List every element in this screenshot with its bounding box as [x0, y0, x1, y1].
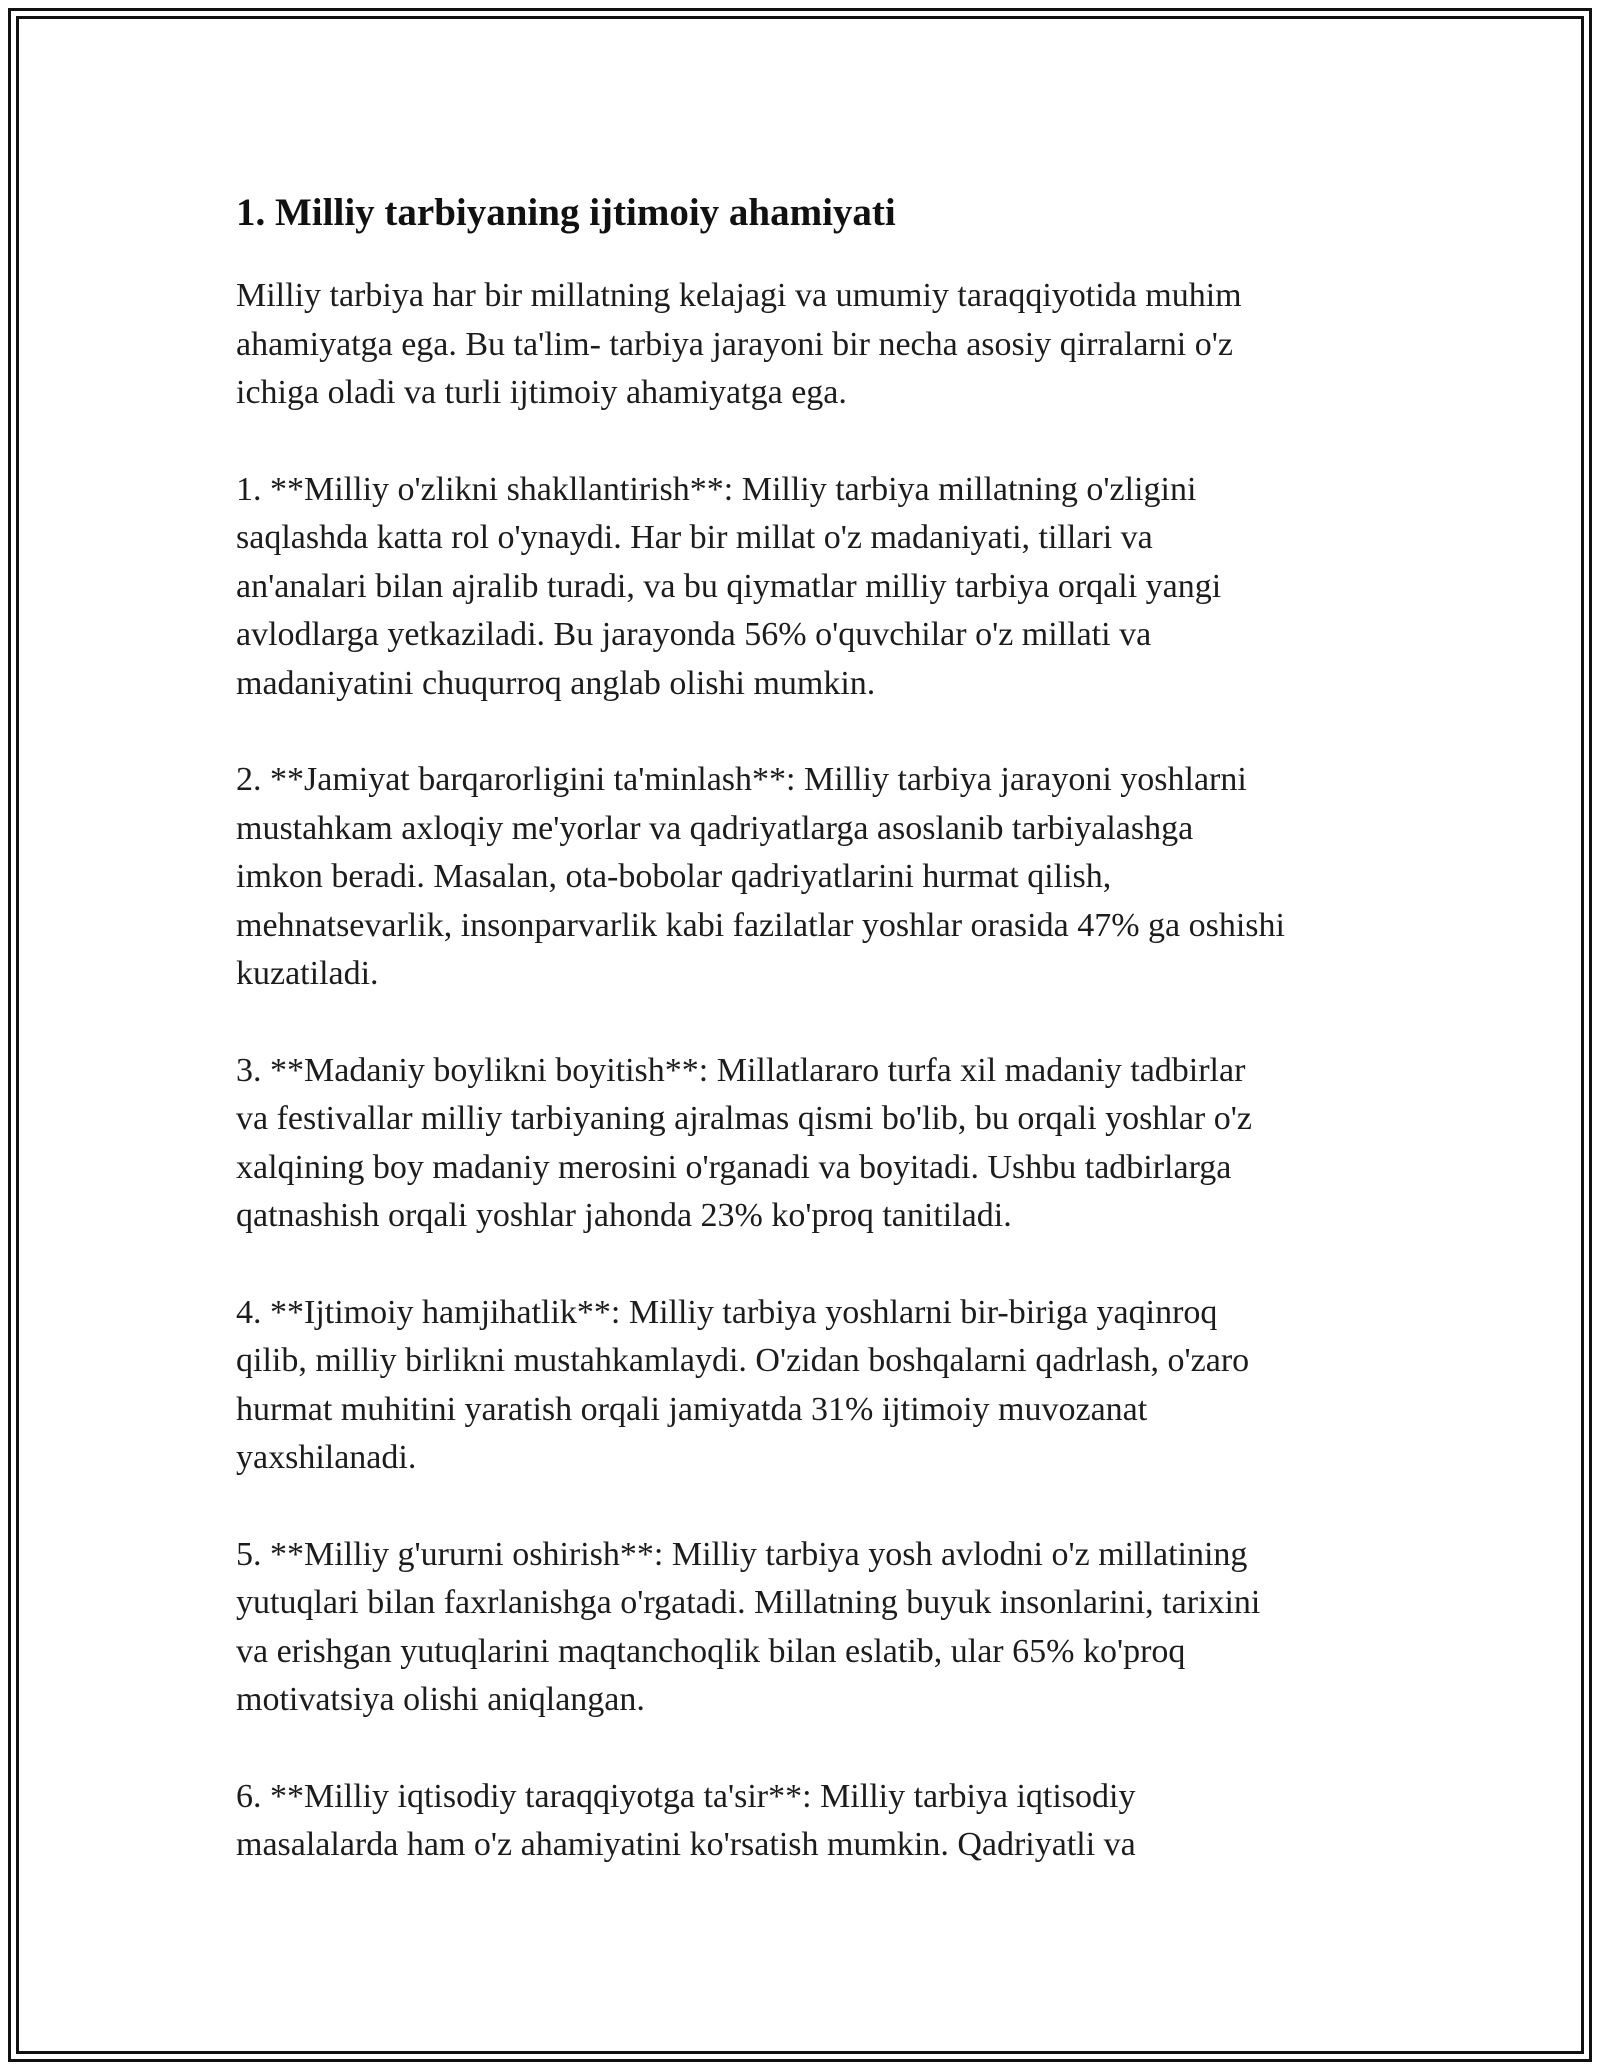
- text-line: motivatsiya olishi aniqlangan.: [236, 1681, 645, 1718]
- text-line: 1. **Milliy o'zlikni shakllantirish**: Milliy tarbiya millatning o'zligini: [236, 470, 1197, 508]
- text-line: kuzatiladi.: [236, 955, 379, 992]
- text-line: yaxshilanadi.: [236, 1439, 417, 1476]
- text-line: 3. **Madaniy boylikni boyitish**: Millatlararo turfa xil madaniy tadbirlar: [236, 1051, 1246, 1089]
- text-line: va erishgan yutuqlarini maqtanchoqlik bilan eslatib, ular 65% ko'proq: [236, 1632, 1186, 1670]
- text-line: qatnashish orqali yoshlar jahonda 23% ko'proq tanitiladi.: [236, 1197, 1012, 1234]
- paragraph-item-3: [236, 1047, 1386, 1241]
- paragraph-intro: [236, 272, 1386, 418]
- text-line: ichiga oladi va turli ijtimoiy ahamiyatga ega.: [236, 374, 847, 411]
- text-line: madaniyatini chuqurroq anglab olishi mumkin.: [236, 664, 876, 702]
- document-title: 1. Milliy tarbiyaning ijtimoiy ahamiyati: [236, 191, 896, 234]
- text-line: ahamiyatga ega. Bu ta'lim- tarbiya jarayoni bir necha asosiy qirralarni o'z: [236, 325, 1233, 363]
- text-line: an'analari bilan ajralib turadi, va bu qiymatlar milliy tarbiya orqali yangi: [236, 567, 1222, 605]
- paragraph-item-4: [236, 1289, 1386, 1483]
- text-line: avlodlarga yetkaziladi. Bu jarayonda 56% o'quvchilar o'z millati va: [236, 616, 1152, 653]
- text-line: 2. **Jamiyat barqarorligini ta'minlash**: Milliy tarbiya jarayoni yoshlarni: [236, 761, 1247, 798]
- text-line: mehnatsevarlik, insonparvarlik kabi fazilatlar yoshlar orasida 47% ga oshishi: [236, 906, 1285, 944]
- text-line: qilib, milliy birlikni mustahkamlaydi. O'zidan boshqalarni qadrlash, o'zaro: [236, 1342, 1250, 1379]
- text-line: saqlashda katta rol o'ynaydi. Har bir millat o'z madaniyati, tillari va: [236, 519, 1153, 556]
- text-line: Milliy tarbiya har bir millatning kelajagi va umumiy taraqqiyotida muhim: [236, 277, 1242, 314]
- text-line: mustahkam axloqiy me'yorlar va qadriyatlarga asoslanib tarbiyalashga: [236, 809, 1194, 847]
- text-line: 5. **Milliy g'ururni oshirish**: Milliy tarbiya yosh avlodni o'z millatining: [236, 1535, 1248, 1573]
- text-line: imkon beradi. Masalan, ota-bobolar qadriyatlarini hurmat qilish,: [236, 858, 1112, 895]
- text-line: yutuqlari bilan faxrlanishga o'rgatadi. Millatning buyuk insonlarini, tarixini: [236, 1584, 1261, 1621]
- paragraph-item-1: [236, 466, 1386, 709]
- paragraph-item-2: [236, 756, 1386, 999]
- text-line: masalalarda ham o'z ahamiyatini ko'rsatish mumkin. Qadriyatli va: [236, 1826, 1136, 1863]
- paragraph-item-6: [236, 1773, 1386, 1870]
- text-line: va festivallar milliy tarbiyaning ajralmas qismi bo'lib, bu orqali yoshlar o'z: [236, 1100, 1252, 1137]
- text-line: 6. **Milliy iqtisodiy taraqqiyotga ta'sir**: Milliy tarbiya iqtisodiy: [236, 1777, 1136, 1815]
- text-line: xalqining boy madaniy merosini o'rganadi va boyitadi. Ushbu tadbirlarga: [236, 1148, 1232, 1186]
- text-line: 4. **Ijtimoiy hamjihatlik**: Milliy tarbiya yoshlarni bir-biriga yaqinroq: [236, 1293, 1218, 1331]
- text-line: hurmat muhitini yaratish orqali jamiyatda 31% ijtimoiy muvozanat: [236, 1390, 1148, 1428]
- document-body: [236, 188, 1386, 1918]
- paragraph-item-5: [236, 1531, 1386, 1725]
